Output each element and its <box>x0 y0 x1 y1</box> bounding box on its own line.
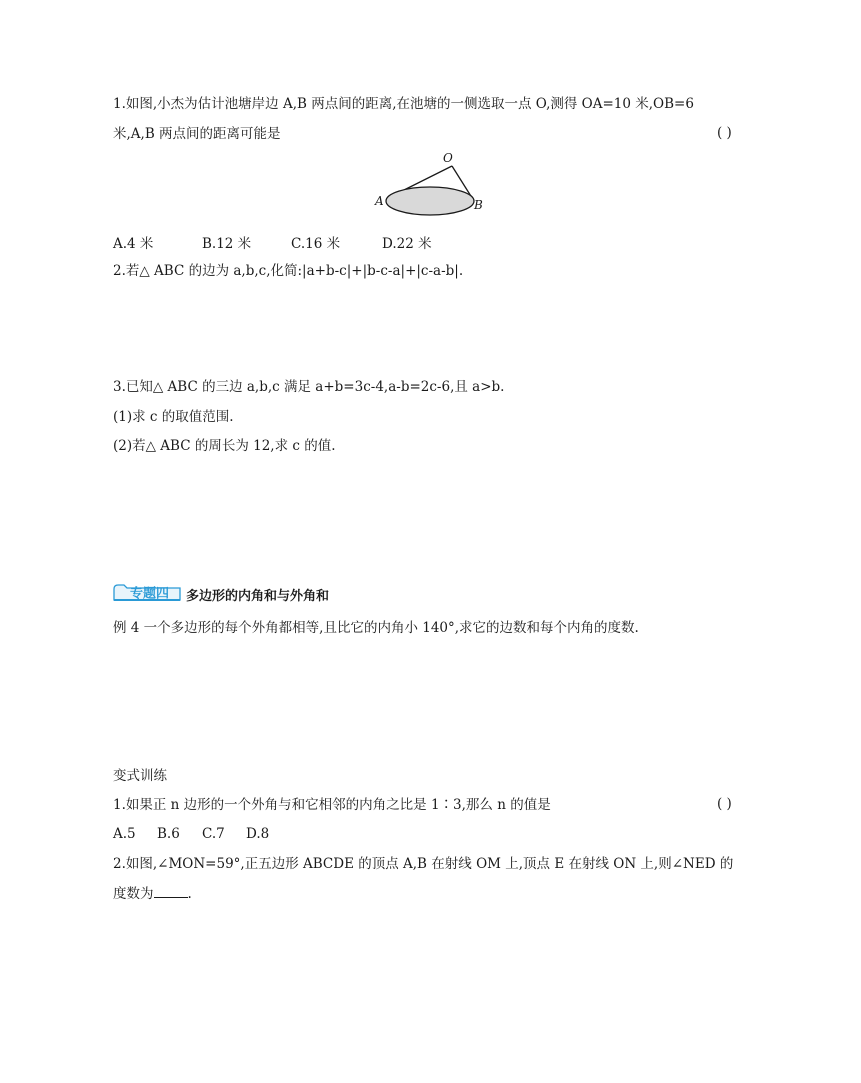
variant-q2-text-line1: 2.如图,∠MON=59°,正五边形 ABCDE 的顶点 A,B 在射线 OM 上,顶点 E 在射线 ON 上,则∠NED 的 <box>113 856 734 872</box>
q3-text-line1: 3.已知△ ABC 的三边 a,b,c 满足 a+b=3c-4,a-b=2c-6,且 a>b. <box>113 379 505 395</box>
label-b: B <box>474 198 483 212</box>
label-o: O <box>443 151 453 165</box>
variant-q1-option-b: B.6 <box>157 826 180 842</box>
pond-ellipse <box>386 187 474 215</box>
variant-q1-text: 1.如果正 n 边形的一个外角与和它相邻的内角之比是 1∶3,那么 n 的值是 <box>113 797 551 813</box>
q1-option-b: B.12 米 <box>202 236 252 252</box>
q3-part1: (1)求 c 的取值范围. <box>113 409 234 425</box>
answer-blank[interactable] <box>154 885 188 898</box>
q1-option-d: D.22 米 <box>382 236 432 252</box>
variant-q2-prefix: 度数为 <box>113 886 154 902</box>
topic-title: 多边形的内角和与外角和 <box>186 589 330 604</box>
topic-badge-label: 专题四 <box>130 586 170 602</box>
pond-figure <box>370 148 495 218</box>
variant-q2-text-line2 <box>113 885 192 903</box>
variant-heading: 变式训练 <box>113 768 167 784</box>
variant-q1-paren: ( ) <box>717 796 732 812</box>
variant-q1-option-a: A.5 <box>113 826 136 842</box>
example-4-text: 例 4 一个多边形的每个外角都相等,且比它的内角小 140°,求它的边数和每个内角的度数. <box>113 620 639 636</box>
variant-q2-tail: . <box>187 886 192 902</box>
q1-option-a: A.4 米 <box>113 236 154 252</box>
topic-badge <box>112 583 184 602</box>
q2-text: 2.若△ ABC 的边为 a,b,c,化简:|a+b-c|+|b-c-a|+|c-a-b|. <box>113 263 464 279</box>
q1-text-line1: 1.如图,小杰为估计池塘岸边 A,B 两点间的距离,在池塘的一侧选取一点 O,测得 OA=10 米,OB=6 <box>113 96 694 112</box>
variant-q1-option-c: C.7 <box>202 826 225 842</box>
q1-option-c: C.16 米 <box>291 236 341 252</box>
q3-part2: (2)若△ ABC 的周长为 12,求 c 的值. <box>113 438 336 454</box>
q1-answer-paren: ( ) <box>717 125 732 141</box>
q1-text-line2: 米,A,B 两点间的距离可能是 <box>113 126 281 142</box>
label-a: A <box>375 194 384 208</box>
variant-q1-option-d: D.8 <box>246 826 270 842</box>
